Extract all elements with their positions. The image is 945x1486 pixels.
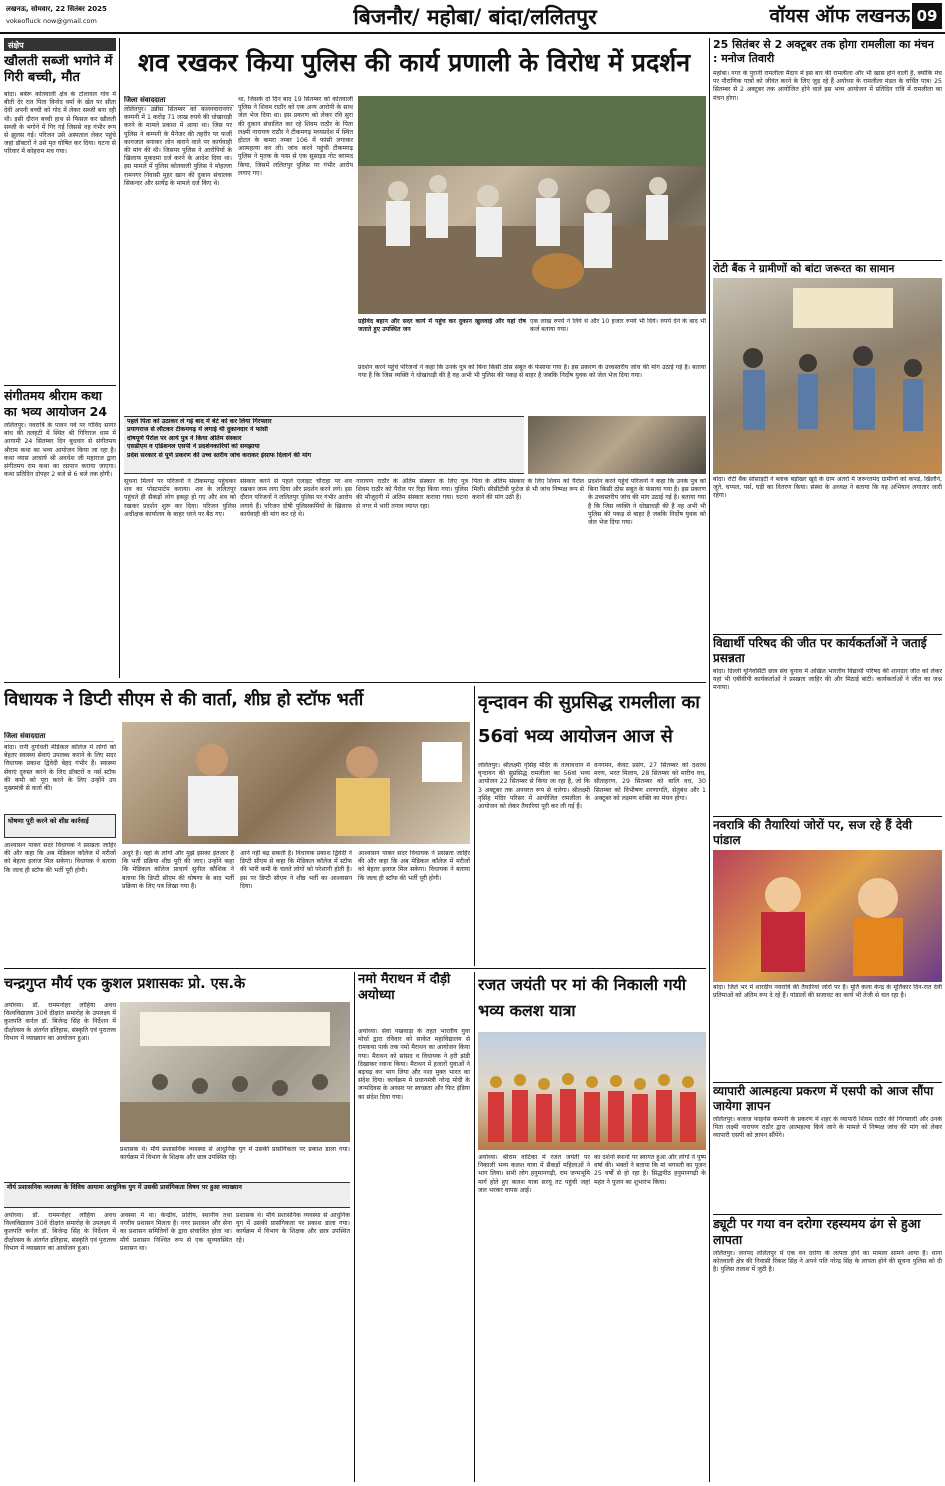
vyapari-headline: व्यापारी आत्महत्या प्रकरण में एसपी को आज सौंपा जायेगा ज्ञापन [713, 1082, 942, 1114]
lecture-hall-illustration [120, 1002, 350, 1142]
dateline: लखनऊ, सोमवार, 22 सितंबर 2025 [6, 5, 107, 13]
chandragupt-col-5: प्रशासक थे। मौर्य प्रशासनिक व्यवस्था से आधुनिक युग में उसकी प्रासंगिकता पर प्रकाश डाला गया। कार्यक्रम में विभाग के शिक्षक और छात्र उपस्थित रहे। [236, 1212, 350, 1244]
roti-distribution-illustration [713, 278, 942, 474]
chandragupt-headline: चन्द्रगुप्त मौर्य एक कुशल प्रशासकः प्रो. एस.के [4, 976, 246, 992]
chandragupt-photo [120, 1002, 350, 1142]
section-label: संक्षेप [4, 38, 116, 51]
lead-bottom-col-2: संस्कार करने से पहले एलाइट चौराहा पर शव रखकर जाम लगा दिया और प्रदर्शन करने लगे। इस दौरान परिजनों ने ललितपुर पुलिस पर गंभीर आरोप लगाये हैं। परिजन दोषी पुलिसकर्मियों के खिलाफ कार्यवाही की मांग कर रहे थे। [240, 478, 352, 518]
crowd-illustration [358, 96, 706, 314]
sidebar-story-1: बांदा। बबेरू कोतवाली क्षेत्र के टोलावल गांव में बीती देर रात पिता विनोद वर्मा के खेत पर सीता देवी अपनी बच्ची को गोद में लेकर सब्जी बना रही थी। इसी दौरान बच्ची हाथ से फिसल कर खौलती सब्जी के भगोने में गिर गई जिससे वह गंभीर रूप से झुलस गई। परिजन उसे अस्पताल लेकर पहुंचे जहां डॉक्टरों ने उसे मृत घोषित कर दिया। घटना से परिवार में कोहराम मच गया। [4, 91, 116, 156]
vidyarthi-story: बांदा। दिल्ली यूनिवर्सिटी छात्र संघ चुनाव में अखिल भारतीय विद्यार्थी परिषद की शानदार जीत को लेकर यहां भी एबीवीपी कार्यकर्ताओं ने प्रसन्नता जाहिर की और मिठाई बांटी। कार्यकर्ताओं ने जीत का जश्न मनाया। [713, 668, 942, 692]
highlight-4: एसडीएम व एडिशनल एसपी ने प्रदर्शनकारियों को समझाया [127, 443, 260, 451]
lead-col-1: ललितपुर। उन्नीस सितम्बर को कलनवारानगर कम्पनी में 1 करोड़ 71 लाख रुपये की धोखाधड़ी करने के मामले प्रकाश में आया था। जिस पर पुलिस ने कम्पनी के मैनेजर की तहरीर पर फर्जी कागजात बनाकर लोन कराने वाले पर कार्यवाही की मांग की थी। जिसपर पुलिस ने आरोपियों के खिलाफ मुकदमा दर्ज करने के आदेश दिया था। इस मामले में पुलिस कोतवाली पुलिस ने मोहल्ला रामनगर निवासी मुहर खान की दुकान संचालक सिकन्दर और सत्येंद्र के मामले दर्ज किए थे। [124, 106, 232, 187]
chandragupt-pull: मौर्य प्रशासनिक व्यवस्था के विविध आयामः आधुनिक युग में उसकी प्रासंगिकता विषय पर हुआ व्याख्यान [4, 1182, 350, 1208]
lead-bottom-col-1: सूचना मिलने पर परिजनों ने टीकमगढ़ पहुंचकर शव का पोस्टमार्टम कराया। शव के ललितपुर पहुंचते ही सैकड़ों लोग इकट्ठा हो गए और शव को रखकर प्रदर्शन शुरू कर दिया। परिजन पुलिस अधीक्षक कार्यालय के बाहर धरने पर बैठ गए। [124, 478, 236, 518]
navratri-story: बांदा। जिले भर में शारदीय नवरात्रि की तैयारियां जोरों पर हैं। मूर्ति कला केन्द्र के मूर्तिकार दिन-रात देवी प्रतिमाओं को अंतिम रूप दे रहे हैं। पांडालों की सजावट का कार्य भी तेजी से चल रहा है। [713, 984, 942, 1000]
sidebar-story-2: ललितपुर। नवरात्रि के पावन पर्व पर गोविंद सागर बांध की तलहटी में स्थित श्री गिरिराज धाम में आगामी 24 सितम्बर दिन बुधवार से संगीतमय श्रीराम कथा का भव्य आयोजन किया जा रहा है। कथा व्यास आचार्य श्री अवधेश जी महाराज द्वारा संगीतमय राम कथा का रसपान कराया जाएगा। कथा प्रतिदिन दोपहर 2 बजे से 6 बजे तक होगी। [4, 422, 116, 479]
procession-illustration [478, 1032, 706, 1150]
vyapari-story: ललितपुर। बजाज फाइनेंस कम्पनी के प्रकरण में शहर के व्यापारी शिवम राठौर की गिरफ्तारी और उनके पिता लक्ष्मी नारायण राठौर द्वारा आत्महत्या किये जाने के मामले में निष्पक्ष जांच की मांग को लेकर व्यापारी एसपी को ज्ञापन सौंपेंगे। [713, 1116, 942, 1140]
ramleela-headline: वृन्दावन की सुप्रसिद्ध रामलीला का 56वां भव्य आयोजन आज से [478, 692, 700, 747]
email: vokeofluck now@gmail.com [6, 17, 97, 25]
vidyarthi-headline: विद्यार्थी परिषद की जीत पर कार्यकर्ताओं ने जताई प्रसन्नता [713, 634, 942, 666]
dycm-col-2: अधूरे हैं। वहां के लोगों और मुझे इसका इंतजार है कि भर्ती प्रक्रिया शीघ्र पूरी की जाए। उन्होंने कहा कि मेडिकल कॉलेज प्राचार्य सुनील कौशिक ने बताया कि डिप्टी सीएम की घोषणा के बाद भर्ती प्रक्रिया के लिए पत्र लिखा गया है। [122, 850, 234, 890]
rajat-photo [478, 1032, 706, 1150]
masthead [0, 0, 945, 34]
navratri-headline: नवरात्रि की तैयारियां जोरों पर, सज रहे हैं देवी पांडाल [713, 816, 942, 848]
lead-bottom-col-5: प्रदर्शन करने पहुंचे परिजनों ने कहा कि उनके पुत्र को बिना किसी ठोस सबूत के फंसाया गया है। इस प्रकरण के उच्चस्तरीय जांच की मांग उठाई गई है। बताया गया है कि जिस व्यक्ति ने धोखाधड़ी की है वह अभी भी पुलिस की पकड़ से बाहर है जबकि निर्दोष युवक को जेल भेज दिया गया। [588, 478, 706, 527]
ramleela-col-1: ललितपुर। श्रीलक्ष्मी नृसिंह मंदिर के तत्वावधान में वृन्दावन की सुप्रसिद्ध रामलीला का 56वां भव्य आयोजन 22 सितम्बर से किया जा रहा है, जो कि 3 अक्टूबर तक अनवरत रूप से चलेगा। श्रीलक्ष्मी नृसिंह मंदिर परिसर में आयोजित रामलीला के आयोजन को लेकर तैयारियां पूरी कर ली गई हैं। [478, 762, 590, 811]
dycm-pull: घोषणा पूरी करने को शीघ्र कार्रवाई [4, 814, 116, 838]
duty-story: ललितपुर। जनपद ललितपुर में एक वन दरोगा के लापता होने का मामला सामने आया है। थाना कोतवाली क्षेत्र की निवासी रिंकल सिंह ने अपने पति नरेन्द्र सिंह के लापता होने की सूचना पुलिस को दी है। पुलिस तलाश में जुटी है। [713, 1250, 942, 1274]
dycm-col-4: आश्वासन पाकर सदर विधायक ने प्रसन्नता जाहिर की और कहा कि अब मेडिकल कॉलेज में मरीजों को बेहतर इलाज मिल सकेगा। विधायक ने बताया कि जल्द ही स्टॉफ की भर्ती पूरी होगी। [358, 850, 470, 882]
roti-headline: रोटी बैंक ने ग्रामीणों को बांटा जरूरत का सामान [713, 260, 942, 276]
ramleela-col-2: वनगमन, केवट प्रसंग, 27 सितम्बर को दशरथ मरण, भरत मिलाप, 28 सितम्बर को मारीच वध, सीताहरण, 29 सितम्बर को बालि वध, 30 सितम्बर को विभीषण शरणागति, सेतुबंध और 1 अक्टूबर को लक्ष्मण शक्ति का मंचन होगा। [594, 762, 706, 802]
dycm-headline: विधायक ने डिप्टी सीएम से की वार्ता, शीघ्र हो स्टॉफ भर्ती [4, 690, 364, 710]
rajat-headline: रजत जयंती पर मां की निकाली गयी भव्य कलश यात्रा [478, 975, 687, 1020]
dycm-photo [122, 722, 470, 844]
dycm-col-1: बांदा। रानी दुर्गावती मेडिकल कॉलेज में लोगों को बेहतर स्वास्थ्य सेवाएं उपलब्ध कराने के लिए सदर विधायक प्रकाश द्विवेदी बेहद गंभीर हैं। स्वास्थ्य सेवाएं दुरुस्त करने के लिए डॉक्टरों व नर्स स्टॉफ की कमी को पूरा करने के लिए उन्होंने उप मुख्यमंत्री से वार्ता की। [4, 744, 116, 793]
navratri-photo [713, 850, 942, 982]
right-sidebar [713, 38, 942, 1482]
highlight-3: दोषपूर्ण पैरोल पर आये पुत्र ने किया अंतिम संस्कार [127, 434, 242, 442]
chandragupt-col-2: प्रशासक थे। मौर्य प्रशासनिक व्यवस्था से आधुनिक युग में उसकी प्रासंगिकता पर प्रकाश डाला गया। कार्यक्रम में विभाग के शिक्षक और छात्र उपस्थित रहे। [120, 1146, 350, 1162]
roti-photo [713, 278, 942, 474]
lead-bottom-col-4: पिता के अंतिम संस्कार के लिए शिवम को पैरोल मिली। सीसीटीवी फुटेज से भी जांच निष्पक्ष रूप से कराने की मांग उठी है। [472, 478, 584, 502]
ram-story: महोबा। नगर के पुरानी रामलीला मैदान में इस बार की रामलीला और भी खास होने वाली है, क्योंकि मंच पर पौराणिक पात्रों को जीवंत करने के लिए जुड़ रहे हैं अयोध्या के रामलीला मंडल के चर्चित पात्र। 25 सितम्बर से 2 अक्टूबर तक आयोजित होने वाले इस भव्य आयोजन में प्रतिदिन रात्रि में रामलीला का मंचन होगा। [713, 70, 942, 102]
lead-col-2: था, जिसके दो दिन बाद 19 सितम्बर को कोतवाली पुलिस ने शिवम राठौर को एक अन्य आरोपी के साथ जेल भेज दिया था। इस प्रकरण को लेकर रवि सुरा की दुकान संचालित कर रहे शिवम राठौर के पिता लक्ष्मी नारायण राठौर ने टीकमगढ़ मध्यप्रदेश में स्थित होटल के कमरा नम्बर 106 में फांसी लगाकर आत्महत्या कर ली। जांच करने पहुंची टीकमगढ़ पुलिस ने मृतक के पास से एक सुसाइड नोट बरामद किया, जिसमें ललितपुर पुलिस पर गंभीर आरोप लगाए गए। [238, 96, 353, 177]
ram-headline: 25 सितंबर से 2 अक्टूबर तक होगा रामलीला का मंचन : मनोज तिवारी [713, 38, 934, 65]
chandragupt-col-4: अवस्था में था। केन्द्रीय, प्रांतीय, स्थानीय तथा नगरीय प्रशासन मिलता है। नगर प्रशासन और सेना का प्रशासन समितियों के द्वारा संचालित होता था। मौर्य प्रशासन निश्चित रूप से एक सुव्यवस्थित प्रशासन था। [120, 1212, 232, 1252]
dycm-col-1b: आश्वासन पाकर सदर विधायक ने प्रसन्नता जाहिर की और कहा कि अब मेडिकल कॉलेज में मरीजों को बेहतर इलाज मिल सकेगा। विधायक ने बताया कि जल्द ही स्टॉफ की भर्ती पूरी होगी। [4, 842, 116, 874]
roti-story: बांदा। रोटी बैंक सोसाइटी ने ब्लाक बड़ोखर खुर्द के ग्राम अतर्रा में जरूरतमंद ग्रामीणों को कपड़े, खिलौने, जूते, चप्पल, पर्स, घड़ी का वितरण किया। संस्था के अध्यक्ष ने बताया कि यह अभियान लगातार जारी रहेगा। [713, 476, 942, 500]
highlight-5: प्रदेश सरकार से पूर्ण प्रकरण की उच्च स्तरीय जांच कराकर इंसाफ दिलाने की मांग [127, 451, 312, 459]
sidebar-headline-2: संगीतमय श्रीराम कथा का भव्य आयोजन 24 [4, 385, 116, 419]
duty-headline: ड्यूटी पर गया वन दरोगा रहस्यमय ढंग से हुआ लापता [713, 1214, 942, 1248]
meeting-illustration [122, 722, 470, 844]
page-number: 09 [912, 3, 942, 29]
lead-headline: शव रखकर किया पुलिस की कार्य प्रणाली के विरोध में प्रदर्शन [137, 48, 691, 77]
idol-illustration [713, 850, 942, 982]
rajat-col-2: का दर्शनों स्थानों पर स्वागत हुआ और लोगों ने पुष्प वर्षा की। भक्तों ने बताया कि मां भगवती का पूजन 25 वर्षों से हो रहा है। सिद्धपीठ हनुमानगढ़ी के महंत ने पूजन का शुभारंभ किया। [594, 1154, 706, 1186]
rajat-col-1: अयोध्या। श्रीराम वाटिका में रजत जयंती पर निकाली भव्य कलश यात्रा में सैकड़ों महिलाओं ने भाग लिया। सभी लोग हनुमानगढ़ी, राम जन्मभूमि मार्ग होते हुए कलश यात्रा सरयू तट पहुंची जहां जल भरकर वापस आई। [478, 1154, 590, 1194]
lead-byline: जिला संवाददाता [124, 96, 234, 106]
chandragupt-col-1: अयोध्या। डॉ. राममनोहर लोहिया अवध विश्वविद्यालय 30वें दीक्षांत समारोह के उपलक्ष्य में कुलपति कर्नल डॉ. बिजेन्द्र सिंह के निर्देशन में दीक्षोत्सव के अंतर्गत इतिहास, संस्कृति एवं पुरातत्त्व विभाग में व्याख्यान का आयोजन हुआ। [4, 1002, 116, 1042]
dycm-col-3: आने नहीं बढ़ सकती है। विधायक प्रकाश द्विवेदी ने डिप्टी सीएम से कहा कि मेडिकल कॉलेज में स्टॉफ की भारी कमी के चलते लोगों को परेशानी होती है। इस पर डिप्टी सीएम ने शीघ्र भर्ती का आश्वासन दिया। [240, 850, 352, 890]
highlight-1: पहले पिता को उठाकर ले गई बाद में बेटे को कर लिया गिरफ्तार [127, 418, 272, 425]
namo-headline: नमो मैराथन में दौड़ी अयोध्या [358, 972, 451, 1003]
chandragupt-col-3: अयोध्या। डॉ. राममनोहर लोहिया अवध विश्वविद्यालय 30वें दीक्षांत समारोह के उपलक्ष्य में कुलपति कर्नल डॉ. बिजेन्द्र सिंह के निर्देशन में दीक्षोत्सव के अंतर्गत इतिहास, संस्कृति एवं पुरातत्त्व विभाग में व्याख्यान का आयोजन हुआ। [4, 1212, 116, 1252]
lead-photo [358, 96, 706, 314]
lead-bottom-col-3: नारायण राठौर के अंतिम संस्कार के लिए पुत्र शिवम राठौर को पैरोल पर रिहा किया गया। पुलिस की मौजूदगी में अंतिम संस्कार कराया गया। घटना से नगर में भारी तनाव व्याप्त रहा। [356, 478, 468, 510]
left-sidebar [4, 38, 116, 678]
page-title: बिजनौर/ महोबा/ बांदा/ललितपुर [353, 5, 597, 29]
brand: वॉयस ऑफ लखनऊ [769, 5, 910, 27]
dycm-byline: जिला संवाददाता [4, 732, 114, 742]
highlight-2: प्रयागराज से लौटकर टीकमगढ़ में लगाई थी दुकानदार ने फांसी [127, 426, 268, 434]
lead-col-4: प्रदर्शन करने पहुंचे परिजनों ने कहा कि उनके पुत्र को बिना किसी ठोस सबूत के फंसाया गया है। इस प्रकरण के उच्चस्तरीय जांच की मांग उठाई गई है। बताया गया है कि जिस व्यक्ति ने धोखाधड़ी की है वह अभी भी पुलिस की पकड़ से बाहर है जबकि निर्दोष युवक को जेल भेज दिया गया। [358, 364, 706, 380]
lead-photo-caption: ग्रहीवेद बहान और सदर कार्य में पहुंच कर दुकान खुलवाई और यहां रोष जताते हुए उपस्थित जन [358, 318, 526, 334]
lead-col-3: एक लाख रुपये ने लिये थे और 10 हजार रुपये भी दिये। रुपये देने के बाद भी कर्ज बताया गया। [530, 318, 706, 334]
namo-story: अयोध्या। सेवा पखवाड़ा के तहत भारतीय युवा मोर्चा द्वारा रविवार को साकेत महाविद्यालय से रामकथा पार्क तक नमो मैराथन का आयोजन किया गया। मैराथन को सांसद व विधायक ने हरी झंडी दिखाकर रवाना किया। मैराथन में हजारों युवाओं ने बढ़चढ़ कर भाग लिया और नशा मुक्त भारत का संदेश दिया। कार्यक्रम में प्रधानमंत्री नरेन्द्र मोदी के जन्मदिवस के अवसर पर स्वच्छता और फिट इंडिया का संदेश दिया गया। [358, 1028, 470, 1101]
sidebar-headline-1: खौलती सब्जी भगोने में गिरी बच्ची, मौत [4, 54, 113, 85]
lead-highlights [124, 416, 524, 474]
lead-photo-2 [528, 416, 706, 474]
